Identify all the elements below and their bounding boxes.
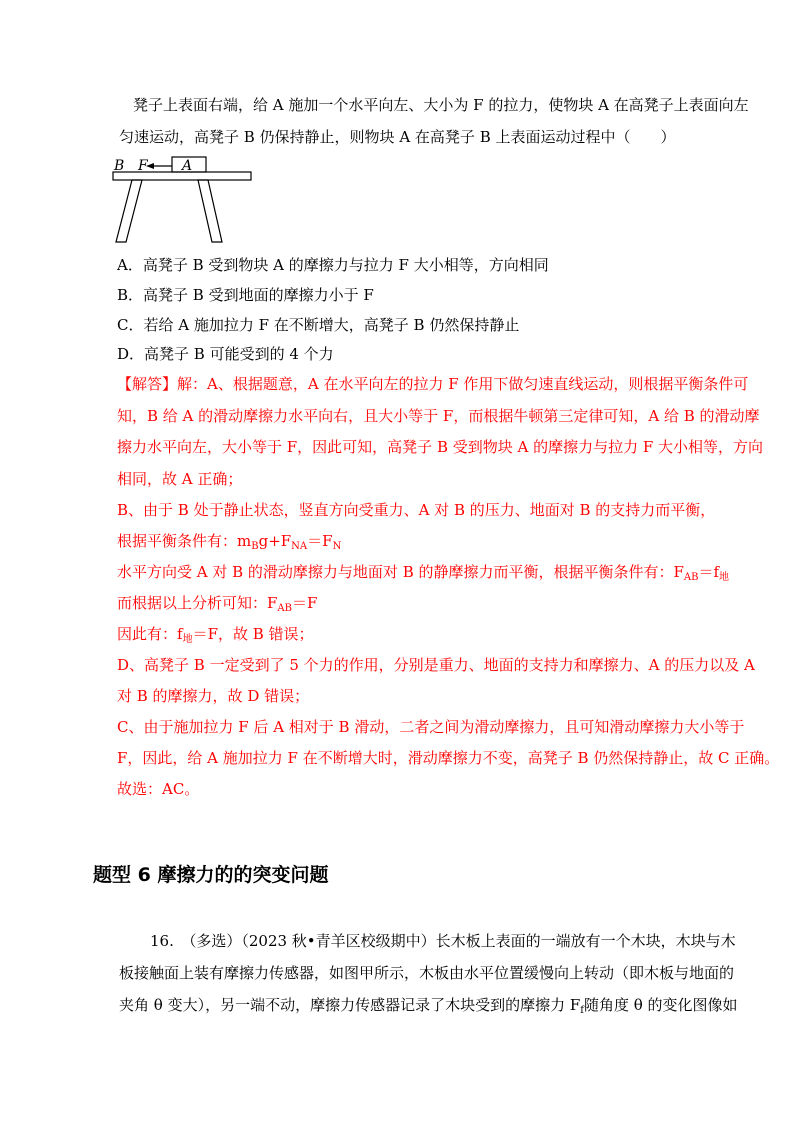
- stool-left-leg: [116, 180, 142, 242]
- answer-equation: 而根据以上分析可知：$F_{AB}=F$: [117, 594, 318, 614]
- label-a: A: [182, 158, 193, 174]
- option-d: D．高凳子 B 可能受到的 4 个力: [117, 345, 334, 363]
- answer-line: 【解答】解：A、根据题意，A 在水平向左的拉力 F 作用下做匀速直线运动，则根据平衡条件可: [117, 375, 749, 393]
- answer-equation: 水平方向受 A 对 B 的滑动摩擦力与地面对 B 的静摩擦力而平衡，根据平衡条件有：$F_{AB}=f_地$: [117, 563, 730, 583]
- answer-line: 擦力水平向左，大小等于 F，因此可知，高凳子 B 受到物块 A 的摩擦力与拉力 F 大小相等，方向: [117, 438, 764, 456]
- q16-text-line: 16. （多选）（2023 秋•青羊区校级期中）长木板上表面的一端放有一个木块，木块与木: [150, 932, 736, 950]
- option-c: C．若给 A 施加拉力 F 在不断增大，高凳子 B 仍然保持静止: [117, 316, 520, 334]
- label-f: F: [138, 158, 148, 174]
- option-a: A．高凳子 B 受到物块 A 的摩擦力与拉力 F 大小相等，方向相同: [117, 256, 549, 274]
- answer-equation: 根据平衡条件有：$m_Bg+F_{NA}=F_N$: [117, 532, 342, 552]
- answer-line: 相同，故 A 正确；: [117, 470, 243, 488]
- answer-line: C、由于施加拉力 F 后 A 相对于 B 滑动，二者之间为滑动摩擦力，且可知滑动摩擦力大小等于: [117, 718, 745, 736]
- answer-line: F，因此，给 A 施加拉力 F 在不断增大时，滑动摩擦力不变，高凳子 B 仍然保持静止，故 C 正确。: [117, 749, 780, 767]
- answer-line: 对 B 的摩擦力，故 D 错误；: [117, 687, 310, 705]
- answer-line: B、由于 B 处于静止状态，竖直方向受重力、A 对 B 的压力、地面对 B 的支持力而平衡，: [117, 501, 716, 519]
- q16-text-line: 板接触面上装有摩擦力传感器，如图甲所示，木板由水平位置缓慢向上转动（即木板与地面的: [119, 964, 735, 982]
- answer-line: D、高凳子 B 一定受到了 5 个力的作用，分别是重力、地面的支持力和摩擦力、A 的压力以及 A: [117, 656, 755, 674]
- label-b: B: [114, 158, 125, 174]
- question-text-line: 凳子上表面右端，给 A 施加一个水平向左、大小为 F 的拉力，使物块 A 在高凳子上表面向左: [133, 96, 749, 114]
- q16-text-line: 夹角 θ 变大），另一端不动，摩擦力传感器记录了木块受到的摩擦力 $F_f$随角度 θ 的变化图像如: [119, 996, 738, 1016]
- answer-equation: 因此有：$f_地=F$，故 B 错误；: [117, 625, 314, 645]
- section-title: 题型 6 摩擦力的的突变问题: [93, 864, 329, 886]
- stool-diagram: [110, 155, 260, 245]
- answer-line: 故选：AC。: [117, 780, 200, 798]
- answer-tag: 【解答】: [117, 375, 178, 393]
- answer-line: 知，B 给 A 的滑动摩擦力水平向右，且大小等于 F，而根据牛顿第三定律可知，A 给 B 的滑动摩: [117, 407, 760, 425]
- stool-right-leg: [198, 180, 222, 242]
- question-text-line: 匀速运动，高凳子 B 仍保持静止，则物块 A 在高凳子 B 上表面运动过程中（ ）: [119, 128, 676, 146]
- option-b: B．高凳子 B 受到地面的摩擦力小于 F: [117, 286, 374, 304]
